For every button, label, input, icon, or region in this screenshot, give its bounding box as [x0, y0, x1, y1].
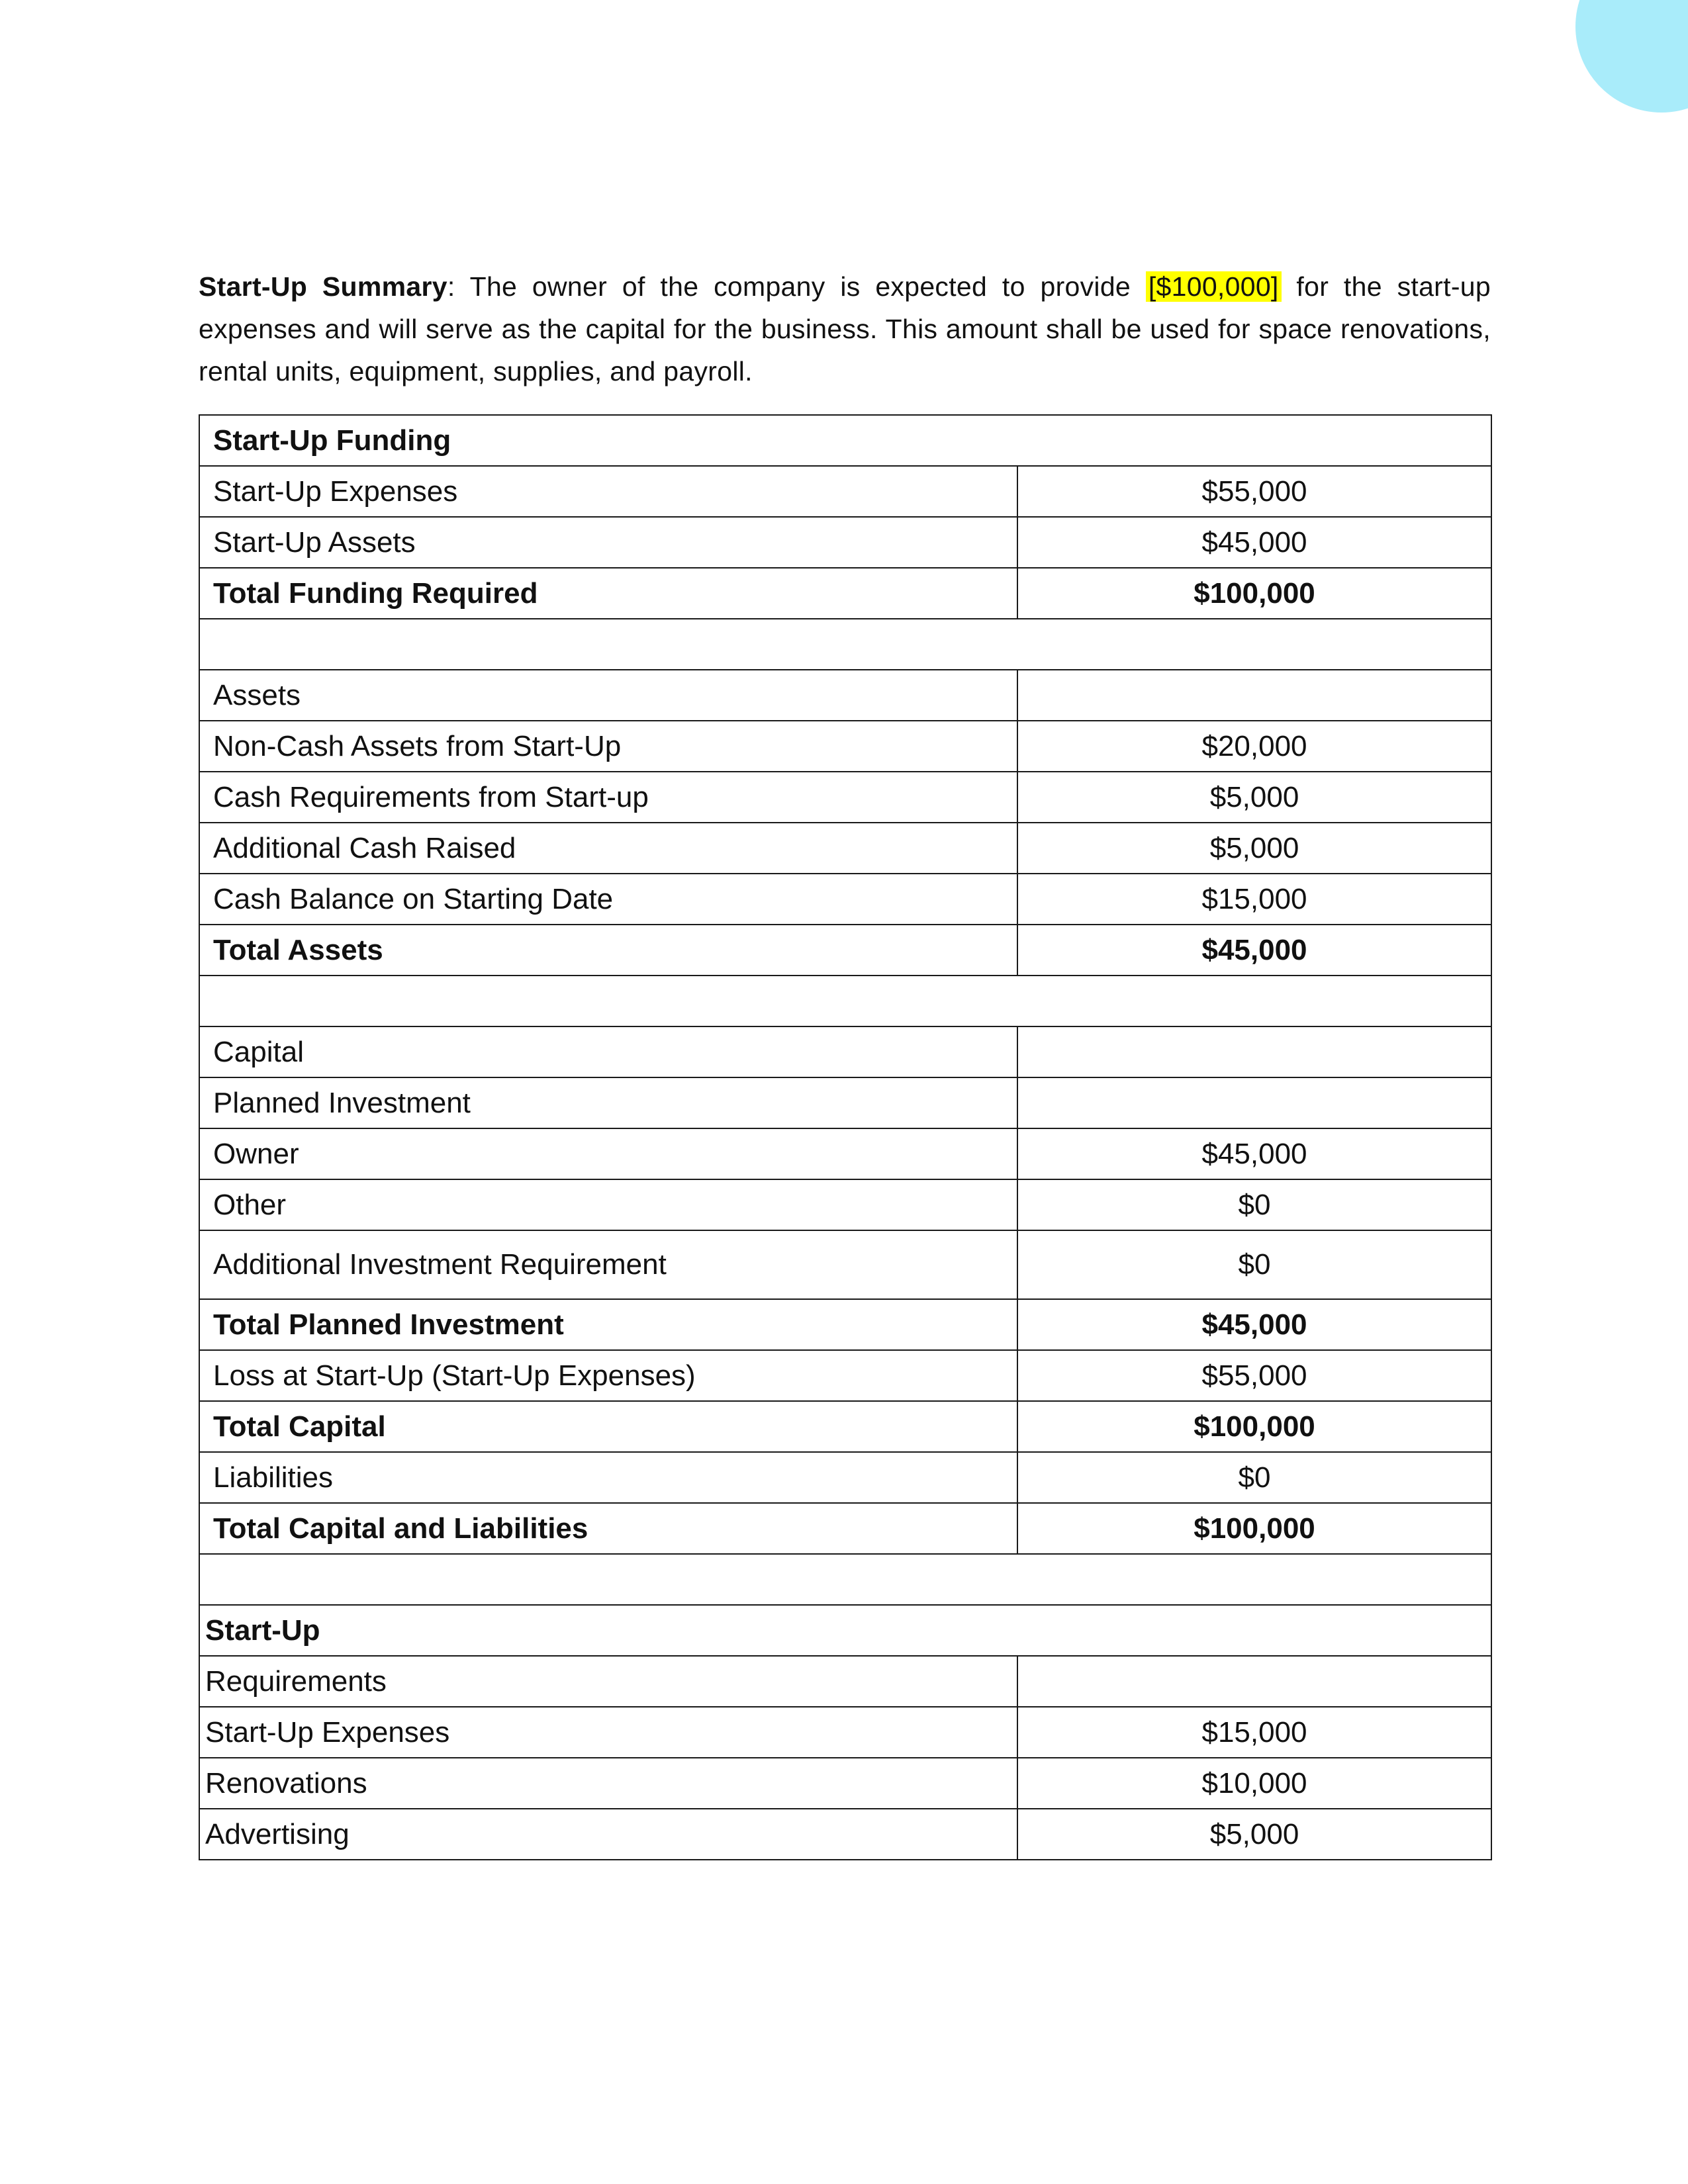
row-label-cell: Loss at Start-Up (Start-Up Expenses) — [199, 1350, 1017, 1401]
table-row — [199, 823, 1491, 874]
row-value-cell: $5,000 — [1017, 823, 1491, 874]
table-row — [199, 1230, 1491, 1299]
corner-decoration-circle — [1575, 0, 1688, 113]
table-row — [199, 1026, 1491, 1077]
summary-text-before: The owner of the company is expected to provide — [455, 271, 1146, 302]
table-row — [199, 568, 1491, 619]
row-label-cell: Cash Requirements from Start-up — [199, 772, 1017, 823]
row-value-cell: $5,000 — [1017, 772, 1491, 823]
table-row — [199, 1758, 1491, 1809]
row-label-cell: Total Capital — [199, 1401, 1017, 1452]
row-label-cell: Capital — [199, 1026, 1017, 1077]
row-label-cell: Total Funding Required — [199, 568, 1017, 619]
row-label-cell: Planned Investment — [199, 1077, 1017, 1128]
table-row — [199, 1809, 1491, 1860]
row-value-cell: $45,000 — [1017, 925, 1491, 976]
row-value-cell: $15,000 — [1017, 874, 1491, 925]
table-row — [199, 1554, 1491, 1605]
row-value-cell: $45,000 — [1017, 1299, 1491, 1350]
table-row — [199, 721, 1491, 772]
table-row — [199, 517, 1491, 568]
row-label-cell: Additional Cash Raised — [199, 823, 1017, 874]
table-row — [199, 670, 1491, 721]
section-header-cell: Start-Up — [199, 1605, 1491, 1656]
row-label-cell: Requirements — [199, 1656, 1017, 1707]
row-label-cell: Advertising — [199, 1809, 1017, 1860]
row-label-cell: Total Assets — [199, 925, 1017, 976]
row-label-cell: Start-Up Expenses — [199, 466, 1017, 517]
row-value-cell: $5,000 — [1017, 1809, 1491, 1860]
spacer-cell — [199, 619, 1491, 670]
table-row — [199, 1077, 1491, 1128]
row-value-cell — [1017, 1077, 1491, 1128]
row-value-cell — [1017, 1656, 1491, 1707]
row-value-cell: $100,000 — [1017, 1401, 1491, 1452]
row-value-cell: $0 — [1017, 1452, 1491, 1503]
row-label-cell: Assets — [199, 670, 1017, 721]
row-value-cell: $20,000 — [1017, 721, 1491, 772]
row-label-cell: Start-Up Expenses — [199, 1707, 1017, 1758]
table-row — [199, 1128, 1491, 1179]
table-row — [199, 1299, 1491, 1350]
table-row — [199, 1503, 1491, 1554]
spacer-cell — [199, 1554, 1491, 1605]
table-row — [199, 619, 1491, 670]
row-label-cell: Renovations — [199, 1758, 1017, 1809]
row-label-cell: Owner — [199, 1128, 1017, 1179]
summary-label: Start-Up Summary — [199, 271, 447, 302]
summary-colon: : — [447, 271, 455, 302]
row-label-cell: Liabilities — [199, 1452, 1017, 1503]
row-label-cell: Additional Investment Requirement — [199, 1230, 1017, 1299]
section-header-cell: Start-Up Funding — [199, 415, 1491, 466]
table-row — [199, 1656, 1491, 1707]
row-label-cell: Non-Cash Assets from Start-Up — [199, 721, 1017, 772]
row-value-cell: $15,000 — [1017, 1707, 1491, 1758]
row-value-cell: $10,000 — [1017, 1758, 1491, 1809]
row-value-cell: $0 — [1017, 1230, 1491, 1299]
startup-summary-paragraph — [199, 265, 1491, 392]
table-row — [199, 415, 1491, 466]
table-row — [199, 1179, 1491, 1230]
row-value-cell: $0 — [1017, 1179, 1491, 1230]
row-value-cell: $100,000 — [1017, 1503, 1491, 1554]
row-value-cell — [1017, 670, 1491, 721]
row-label-cell: Other — [199, 1179, 1017, 1230]
row-label-cell: Start-Up Assets — [199, 517, 1017, 568]
row-value-cell — [1017, 1026, 1491, 1077]
table-row — [199, 1707, 1491, 1758]
table-row — [199, 1452, 1491, 1503]
row-value-cell: $55,000 — [1017, 466, 1491, 517]
row-value-cell: $100,000 — [1017, 568, 1491, 619]
highlighted-amount: [$100,000] — [1146, 271, 1282, 302]
row-label-cell: Total Capital and Liabilities — [199, 1503, 1017, 1554]
table-row — [199, 1350, 1491, 1401]
table-row — [199, 976, 1491, 1026]
spacer-cell — [199, 976, 1491, 1026]
table-row — [199, 772, 1491, 823]
row-value-cell: $45,000 — [1017, 517, 1491, 568]
table-row — [199, 925, 1491, 976]
summary-text-after: for the start-up expenses and will serve as the capital for the business. This amount shall be used for space renovations, rental units, equipment, supplies, and payroll. — [199, 271, 1491, 387]
row-value-cell: $55,000 — [1017, 1350, 1491, 1401]
row-label-cell: Cash Balance on Starting Date — [199, 874, 1017, 925]
row-label-cell: Total Planned Investment — [199, 1299, 1017, 1350]
table-row — [199, 1605, 1491, 1656]
row-value-cell: $45,000 — [1017, 1128, 1491, 1179]
startup-funding-table — [199, 414, 1492, 1860]
table-row — [199, 466, 1491, 517]
table-row — [199, 874, 1491, 925]
table-row — [199, 1401, 1491, 1452]
